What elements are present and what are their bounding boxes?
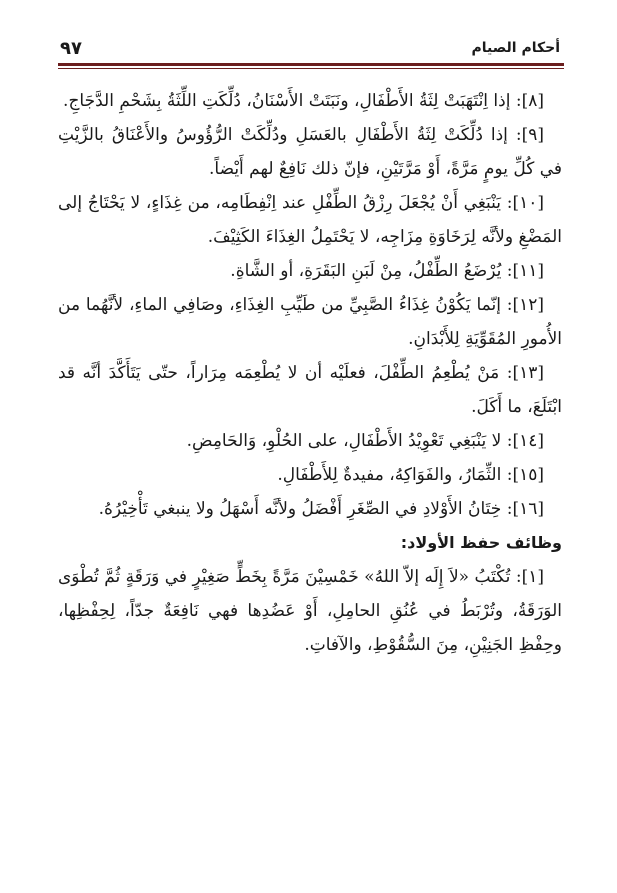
section-title: وظائف حفظ الأولاد: bbox=[400, 533, 562, 552]
page-body bbox=[58, 84, 562, 662]
paragraph-16: [١٦]: خِتَانُ الأَوْلادِ في الصِّغَرِ أَفْضَلُ ولأنَّه أَسْهَلُ ولا ينبغي تَأْخِيْرُهُ. bbox=[98, 499, 544, 519]
paragraph-15: [١٥]: الثِّمَارُ، والفَوَاكِهُ، مفيدةٌ لِلأَطْفَالِ. bbox=[277, 465, 544, 485]
paragraph-section-1: [١]: تُكْتَبُ «لاَ إِلَه إلاّ اللهُ» خَمْسِيْنَ مَرَّةً بِخَطٍّ صَغِيْرٍ في وَرَقَةٍ ثُمَّ تُطْوَى الوَرَقَةُ، وتُرْبَطُ في عُنُقِ الحامِلِ، أَوْ عَضُدِها فهي نَافِعَةٌ جدّاً، لِحِفْظِها، وحِفْظِ الجَنِيْنِ، مِنَ السُّقُوْطِ، والآفاتِ. bbox=[58, 567, 562, 655]
paragraph-13: [١٣]: مَنْ يُطْعِمُ الطِّفْلَ، فعلَيْه أن لا يُطْعِمَه مِرَاراً، حتّى يَتَأَكَّدَ أنَّه قد ابْتَلَعَ، ما أَكَلَ. bbox=[58, 363, 562, 417]
page-number: ٩٧ bbox=[60, 37, 82, 59]
running-title: أحكام الصيام bbox=[471, 40, 560, 56]
paragraph-11: [١١]: يُرْضَعُ الطِّفْلُ، مِنْ لَبَنِ البَقَرَةِ، أو الشَّاةِ. bbox=[230, 261, 544, 281]
paragraph-14: [١٤]: لا يَنْبَغِي تَعْوِيْدُ الأَطْفَالِ، على الحُلْوِ، وَالحَامِضِ. bbox=[186, 431, 544, 451]
header-rule-thin bbox=[58, 68, 564, 69]
page-header bbox=[60, 33, 560, 63]
paragraph-10: [١٠]: يَنْبَغِي أَنْ يُجْعَلَ رِزْقُ الطِّفْلِ عند اِنْفِطَامِه، من غِذَاءٍ، لا يَحْتَاجُ إلى المَضْغِ ولأنَّه لِرَخَاوَةِ مِزَاجِه، لا يَحْتَمِلُ الغِذَاءَ الكَثِيْفَ. bbox=[58, 193, 562, 247]
header-rule-thick bbox=[58, 63, 564, 66]
paragraph-8: [٨]: إذا اِنْتَهَبَتْ لِثَةُ الأَطْفَالِ، ونَبَتَتْ الأَسْنَانُ، دُلِّكَتِ اللِّثَةُ بِشَحْمِ الدَّجَاجِ. bbox=[63, 91, 544, 111]
paragraph-12: [١٢]: إنّما يَكُوْنُ غِذَاءُ الصَّبِيِّ من طَيِّبِ الغِذَاءِ، وصَافِي الماءِ، لأنَّهُما من الأُمورِ المُقَوِّيَةِ لِلأَبْدَانِ. bbox=[58, 295, 562, 349]
paragraph-9: [٩]: إذا دُلِّكَتْ لِثَةُ الأَطْفَالِ بالعَسَلِ ودُلِّكَتْ الرُّؤُوسُ والأَعْنَاقُ بالزَّيْتِ في كُلِّ يومٍ مَرَّةً، أَوْ مَرَّتَيْنِ، فإنّ ذلك نَافِعٌ لهم أَيْضاً. bbox=[58, 125, 562, 179]
